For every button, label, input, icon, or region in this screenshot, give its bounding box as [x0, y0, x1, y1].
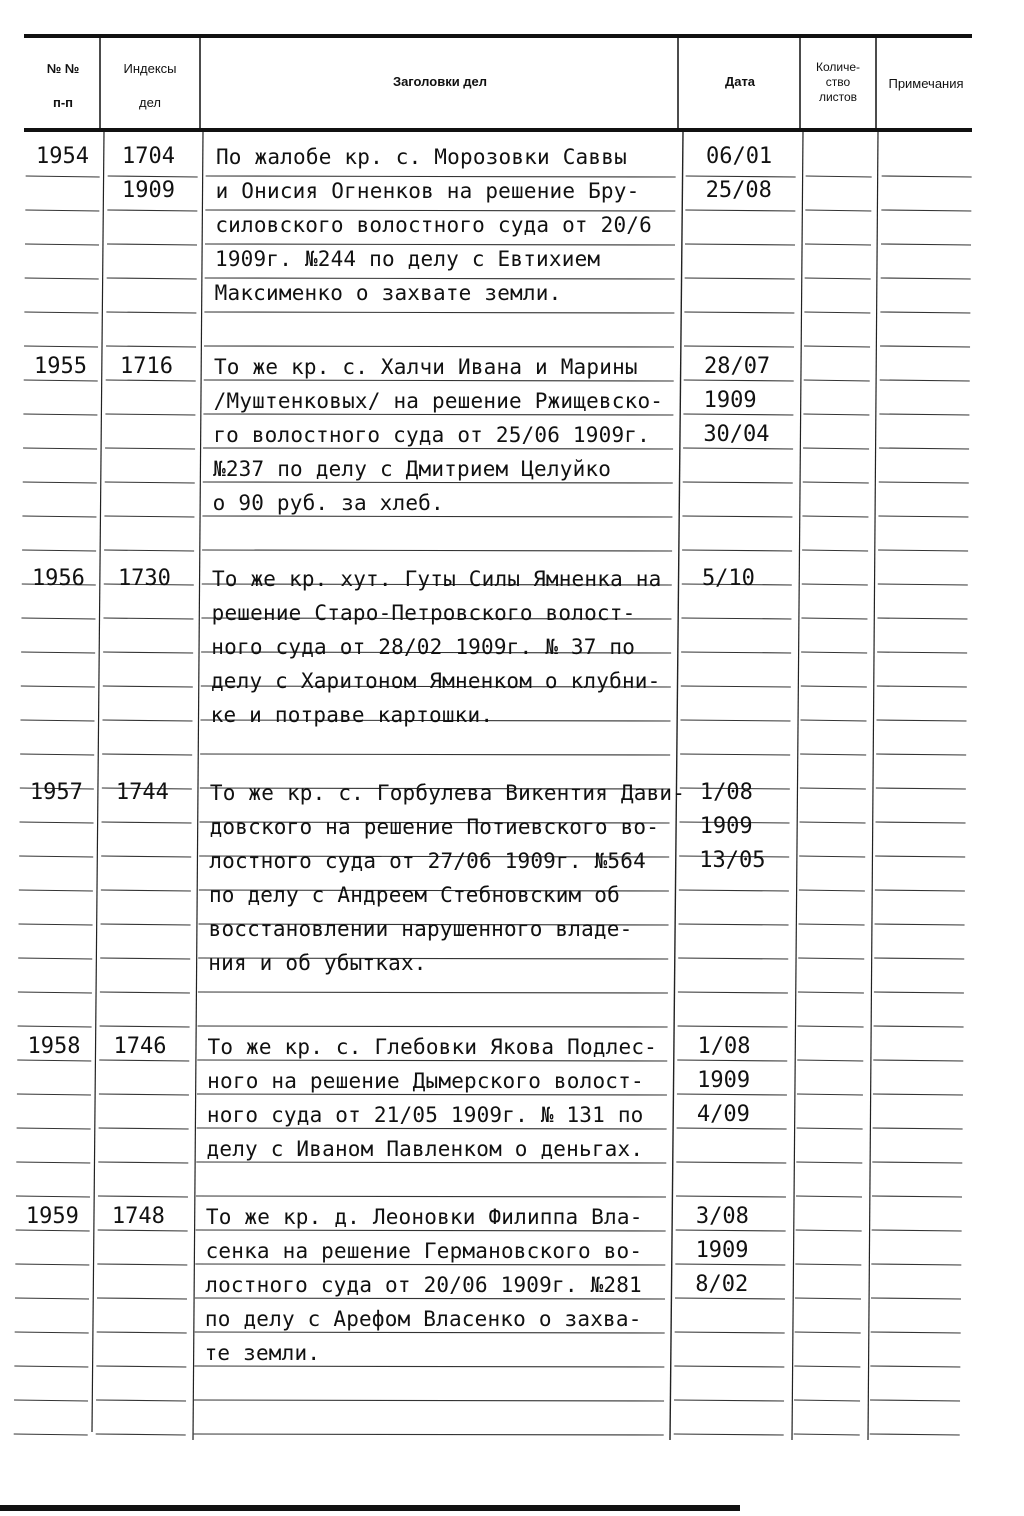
record-number: 1958 [27, 1034, 81, 1059]
record-index: 1716 [119, 354, 173, 379]
record-title-line: То же кр. с. Халчи Ивана и Марины [213, 355, 638, 379]
record-title-line: №237 по делу с Дмитрием Целуйко [212, 457, 612, 481]
record-title-line: По жалобе кр. с. Морозовки Саввы [215, 145, 627, 169]
header-notes: Примечания [888, 76, 964, 91]
record-title-line: сенка на решение Германовского во- [205, 1239, 643, 1263]
record-title-line: по делу с Андреем Стебновским об [208, 883, 620, 907]
record-title-line: по делу с Арефом Власенко о захва- [204, 1307, 642, 1331]
record-title-line: ного суда от 28/02 1909г. № 37 по [211, 635, 636, 659]
record-title-line: лостного суда от 27/06 1909г. №564 [209, 849, 646, 873]
record-title-line: довского на решение Потиевского во- [209, 815, 660, 839]
record-date: 1909 [703, 388, 757, 413]
record-title-line: те земли. [204, 1341, 321, 1365]
record-index: 1746 [113, 1034, 167, 1059]
record-title-line: решение Старо-Петровского волост- [211, 601, 636, 625]
record-date: 28/07 [703, 354, 771, 379]
record-number: 1956 [31, 566, 85, 591]
record-title-line: о 90 руб. за хлеб. [212, 491, 444, 515]
record-number: 1954 [35, 144, 89, 169]
record-date: 1909 [695, 1238, 749, 1263]
record-index: 1909 [121, 178, 175, 203]
record-title-line: восстановлении нарушенного владе- [208, 917, 633, 941]
record-title-line: То же кр. д. Леоновки Филиппа Вла- [205, 1205, 643, 1229]
record-title-line: То же кр. хут. Гуты Силы Ямненка на [211, 567, 662, 591]
record-date: 4/09 [696, 1102, 750, 1127]
record-number: 1959 [25, 1204, 79, 1229]
record-date: 13/05 [699, 848, 766, 873]
record-title-line: ке и потраве картошки. [210, 703, 494, 727]
record-date: 1/08 [697, 1034, 751, 1059]
record-date: 06/01 [705, 144, 773, 169]
record-title-line: ного на решение Дымерского волост- [207, 1069, 644, 1093]
header-sheets: Количе- ство листов [815, 60, 861, 104]
record-title-line: /Муштенковых/ на решение Ржищевско- [213, 389, 664, 413]
record-title-line: Максименко о захвате земли. [214, 281, 562, 305]
record-title-line: го волостного суда от 25/06 1909г. [213, 423, 650, 447]
record-date: 8/02 [695, 1272, 749, 1297]
record-title-line: лостного суда от 20/06 1909г. №281 [205, 1273, 642, 1297]
record-title-line: и Онисия Огненков на решение Бру- [215, 179, 640, 203]
record-date: 30/04 [703, 422, 770, 447]
record-title-line: ния и об убытках. [208, 951, 427, 975]
record-date: 1909 [699, 814, 753, 839]
record-date: 25/08 [705, 178, 772, 203]
record-date: 1/08 [699, 780, 753, 805]
record-title-line: делу с Харитоном Ямненком о клубни- [210, 669, 661, 693]
header-number: № № п-п [46, 61, 80, 110]
record-title-line: ного суда от 21/05 1909г. № 131 по [206, 1103, 644, 1127]
record-title-line: силовского волостного суда от 20/6 [215, 213, 652, 237]
record-title-line: делу с Иваном Павленком о деньгах. [206, 1137, 644, 1161]
record-index: 1704 [121, 144, 175, 169]
record-date: 5/10 [701, 566, 755, 591]
record-index: 1744 [115, 780, 169, 805]
record-title-line: То же кр. с. Глебовки Якова Подлес- [207, 1035, 658, 1059]
record-index: 1730 [117, 566, 171, 591]
header-date: Дата [724, 74, 756, 89]
record-title-line: 1909г. №244 по делу с Евтихием [214, 247, 601, 271]
record-number: 1955 [33, 354, 87, 379]
record-date: 3/08 [695, 1204, 749, 1229]
record-index: 1748 [111, 1204, 165, 1229]
header-titles: Заголовки дел [392, 74, 488, 89]
header-index: Индексы дел [123, 61, 177, 110]
record-number: 1957 [29, 780, 83, 805]
record-date: 1909 [697, 1068, 751, 1093]
record-title-line: То же кр. с. Горбулева Викентия Дави- [209, 781, 686, 805]
